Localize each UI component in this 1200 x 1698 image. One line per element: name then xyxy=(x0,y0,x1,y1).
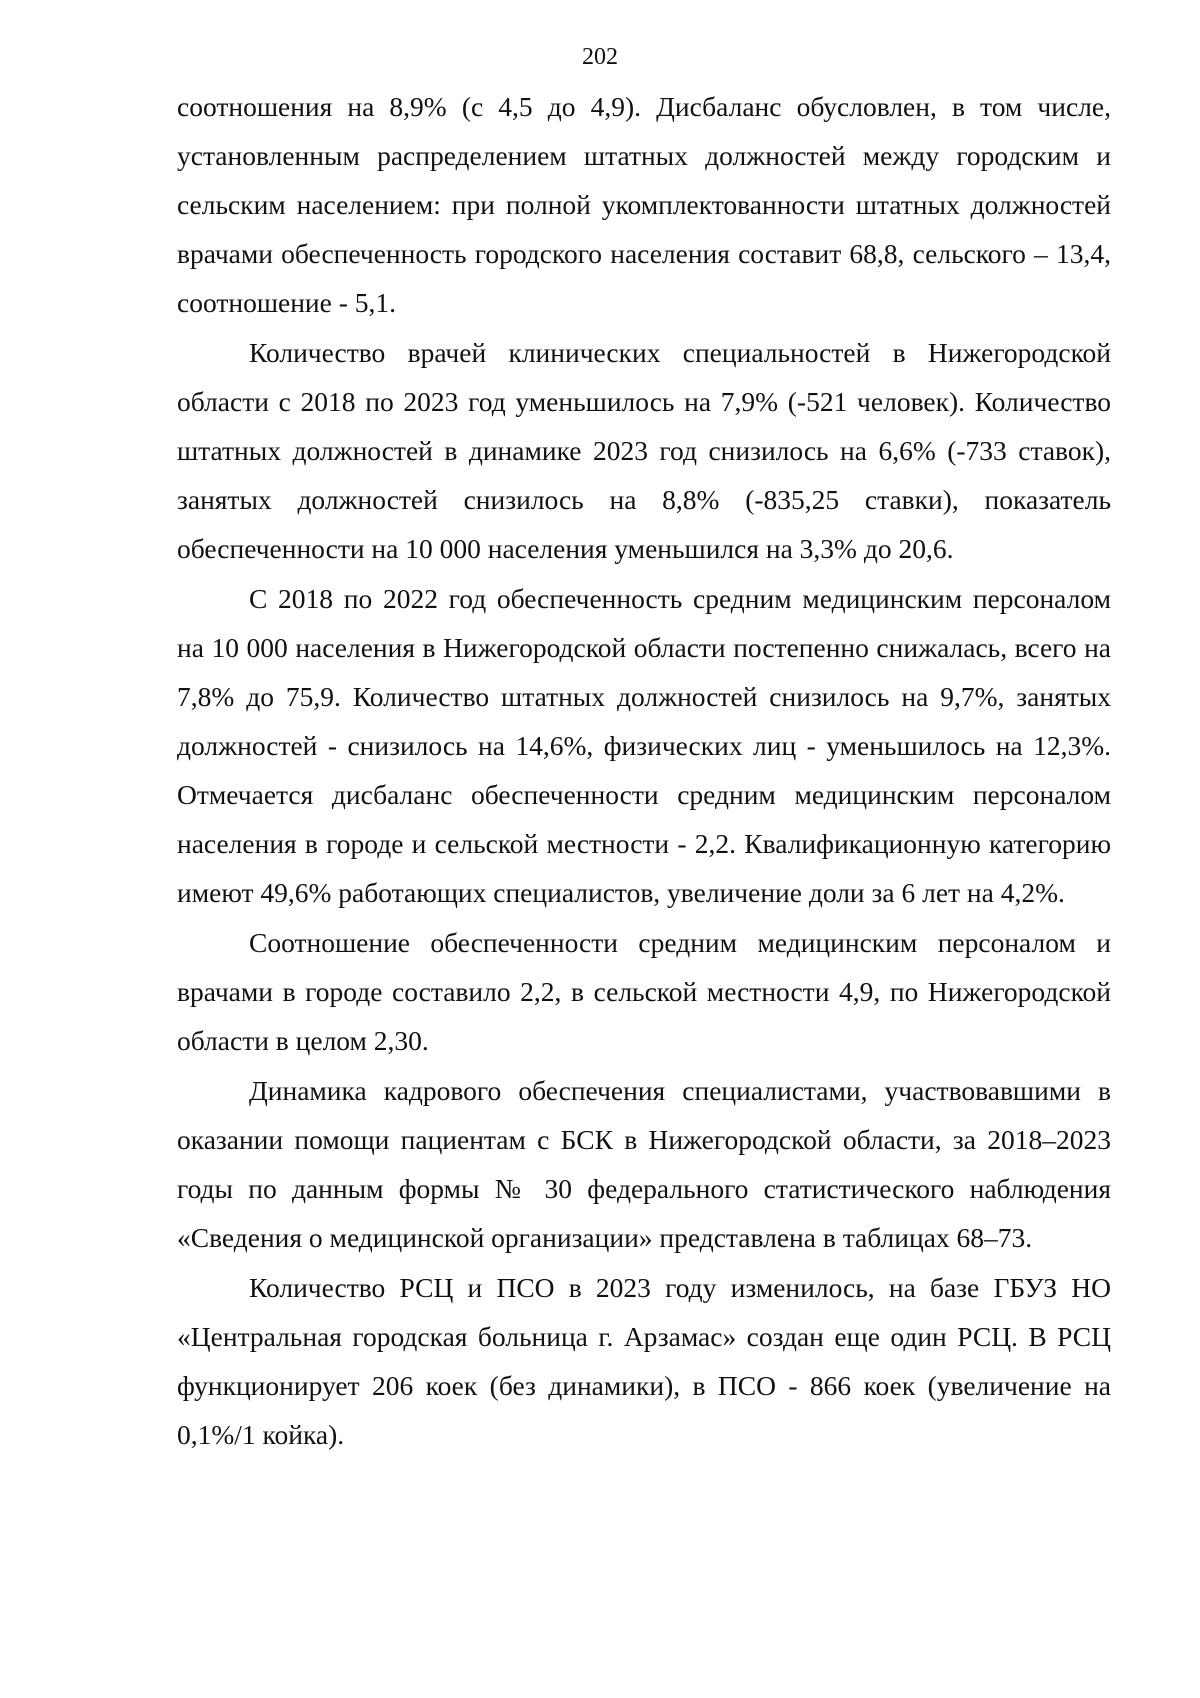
body-text xyxy=(177,82,1111,1460)
paragraph-1: соотношения на 8,9% (с 4,5 до 4,9). Дисбаланс обусловлен, в том числе, установленным распределением штатных должностей между городским и сельским населением: при полной укомплектованности штатных должностей врачами обеспеченность городского населения составит 68,8, сельского – 13,4, соотношение - 5,1. xyxy=(177,91,1111,318)
paragraph-5: Динамика кадрового обеспечения специалистами, участвовавшими в оказании помощи пациентам с БСК в Нижегородской области, за 2018–2023 годы по данным формы № 30 федерального статистического наблюдения «Сведения о медицинской организации» представлена в таблицах 68–73. xyxy=(177,1075,1111,1253)
page-number: 202 xyxy=(582,44,618,70)
paragraph-3: С 2018 по 2022 год обеспеченность средним медицинским персоналом на 10 000 населения в Нижегородской области постепенно снижалась, всего на 7,8% до 75,9. Количество штатных должностей снизилось на 9,7%, занятых должностей - снизилось на 14,6%, физических лиц - уменьшилось на 12,3%. Отмечается дисбаланс обеспеченности средним медицинским персоналом населения в городе и сельской местности - 2,2. Квалификационную категорию имеют 49,6% работающих специалистов, увеличение доли за 6 лет на 4,2%. xyxy=(177,583,1111,908)
paragraph-4: Соотношение обеспеченности средним медицинским персоналом и врачами в городе составило 2,2, в сельской местности 4,9, по Нижегородской области в целом 2,30. xyxy=(177,927,1111,1056)
paragraph-2: Количество врачей клинических специальностей в Нижегородской области с 2018 по 2023 год уменьшилось на 7,9% (-521 человек). Количество штатных должностей в динамике 2023 год снизилось на 6,6% (-733 ставок), занятых должностей снизилось на 8,8% (-835,25 ставки), показатель обеспеченности на 10 000 населения уменьшился на 3,3% до 20,6. xyxy=(177,337,1111,564)
paragraph-6: Количество РСЦ и ПСО в 2023 году изменилось, на базе ГБУЗ НО «Центральная городская больница г. Арзамас» создан еще один РСЦ. В РСЦ функционирует 206 коек (без динамики), в ПСО - 866 коек (увеличение на 0,1%/1 койка). xyxy=(177,1272,1111,1450)
